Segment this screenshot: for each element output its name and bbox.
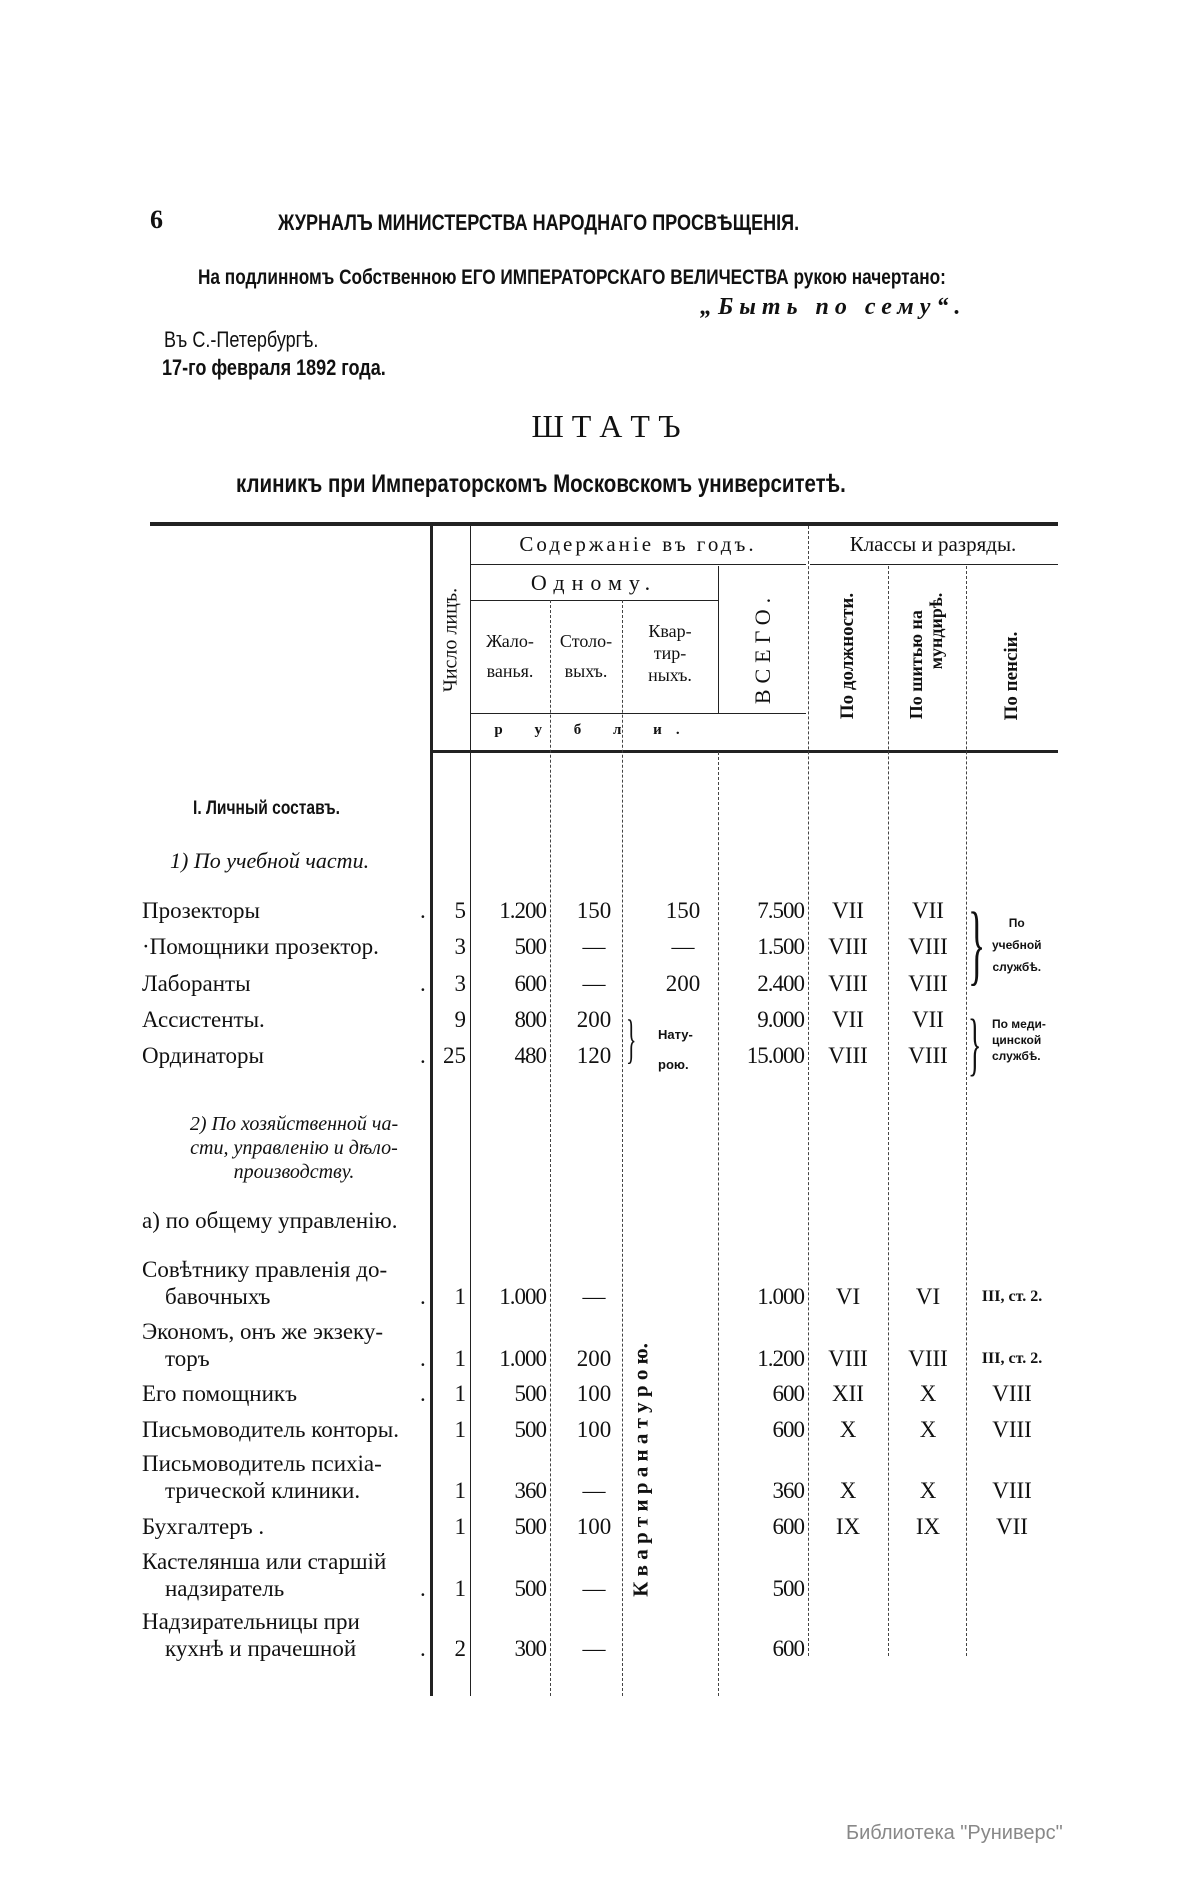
cell-by-uniform: X [919, 1417, 937, 1442]
cell-persons: 1 [454, 1576, 466, 1601]
note-line: службѣ. [992, 1049, 1041, 1063]
cell-table-money: — [582, 971, 606, 996]
leader-dot: . [420, 1381, 426, 1406]
pension-note [992, 912, 1042, 978]
cell-by-uniform: IX [915, 1514, 941, 1539]
row-label: Совѣтнику правленія до- [142, 1257, 388, 1282]
cell-housing: 200 [665, 971, 701, 996]
cell-by-pension: III, ст. 2. [981, 1350, 1043, 1367]
note-line: рою. [658, 1057, 689, 1072]
column-rule [550, 600, 551, 1696]
cell-total: 600 [772, 1514, 804, 1539]
header-upkeep: Содержаніе въ годъ. [519, 532, 757, 556]
header-housing-line: Квар- [648, 621, 692, 641]
cell-by-uniform: X [919, 1478, 937, 1503]
note-line: учебной [992, 938, 1042, 952]
cell-persons: 5 [454, 898, 466, 923]
cell-by-position: VIII [828, 971, 868, 996]
row-label: Письмоводитель психіа- [142, 1451, 382, 1476]
column-rule [718, 566, 719, 713]
rule [470, 713, 806, 714]
cell-by-pension: VII [996, 1514, 1028, 1539]
brace: } [968, 1006, 982, 1083]
header-salary [486, 626, 534, 686]
column-rule [470, 526, 471, 1696]
cell-table-money: 100 [576, 1381, 612, 1406]
cell-by-pension: VIII [992, 1417, 1032, 1442]
row-label: Бухгалтеръ . [142, 1514, 265, 1539]
cell-total: 600 [772, 1381, 804, 1406]
row-label: Его помощникъ [142, 1381, 297, 1406]
cell-by-uniform: VIII [908, 1346, 948, 1371]
row-label: Ассистенты. [142, 1007, 265, 1032]
cell-by-position: X [839, 1417, 857, 1442]
cell-table-money: 200 [576, 1346, 612, 1371]
leader-dot: . [420, 971, 426, 996]
document-title: Ш Т А Т Ъ [531, 408, 681, 444]
cell-by-uniform: VII [912, 898, 944, 923]
cell-by-position: VIII [828, 934, 868, 959]
row-label: трической клиники. [165, 1478, 361, 1503]
leader-dot: . [420, 1576, 426, 1601]
cell-by-pension: VIII [992, 1381, 1032, 1406]
row-label: ·Помощники прозектор. [142, 934, 379, 959]
header-total: ВСЕГО. [750, 591, 775, 705]
pension-note [992, 1016, 1046, 1064]
cell-table-money: 100 [576, 1514, 612, 1539]
cell-persons: 1 [454, 1346, 466, 1371]
cell-total: 15.000 [746, 1043, 804, 1068]
cell-by-pension: VIII [992, 1478, 1032, 1503]
header-housing [648, 620, 692, 686]
header-bottom-rule [430, 750, 1058, 753]
cell-table-money: 200 [576, 1007, 612, 1032]
header-by-pension: По пенсіи. [1001, 631, 1022, 721]
rule [470, 564, 806, 565]
housing-in-kind-vertical: К в а р т и р а н а т у р о ю. [628, 1343, 653, 1597]
cell-total: 600 [772, 1417, 804, 1442]
column-rule [888, 566, 889, 1656]
cell-total: 2.400 [757, 971, 804, 996]
note-line: По меди- [992, 1017, 1046, 1031]
cell-table-money: 100 [576, 1417, 612, 1442]
cell-by-uniform: VIII [908, 971, 948, 996]
header-table-money-line: Столо- [559, 631, 613, 651]
cell-salary: 300 [514, 1636, 546, 1661]
cell-by-position: VII [832, 898, 864, 923]
cell-total: 1.200 [757, 1346, 804, 1371]
cell-total: 9.000 [757, 1007, 804, 1032]
brace: } [626, 1009, 637, 1069]
cell-persons: 1 [454, 1478, 466, 1503]
cell-total: 1.000 [757, 1284, 804, 1309]
watermark: Библиотека "Руниверс" [846, 1822, 1063, 1844]
cell-by-position: XII [832, 1381, 864, 1406]
header-by-uniform-line: мундирѣ. [926, 592, 946, 670]
cell-persons: 9 [454, 1007, 466, 1032]
header-by-uniform [906, 593, 946, 719]
place: Въ С.-Петербургѣ. [164, 327, 319, 352]
subsection-heading [158, 1112, 430, 1184]
cell-table-money: — [582, 1284, 606, 1309]
cell-salary: 1.000 [499, 1284, 546, 1309]
cell-total: 1.500 [757, 934, 804, 959]
header-salary-line: ванья. [486, 661, 534, 681]
cell-by-uniform: VIII [908, 934, 948, 959]
row-label: бавочныхъ [165, 1284, 271, 1309]
cell-salary: 600 [514, 971, 546, 996]
cell-salary: 480 [514, 1043, 546, 1068]
cell-persons: 25 [443, 1043, 466, 1068]
column-rule [718, 752, 719, 1696]
cell-salary: 800 [514, 1007, 546, 1032]
cell-by-pension: III, ст. 2. [981, 1288, 1043, 1305]
note-line: По [1008, 916, 1025, 930]
header-table-money-line: выхъ. [564, 661, 608, 681]
cell-salary: 500 [514, 1381, 546, 1406]
subsection-heading: 1) По учебной части. [170, 848, 370, 873]
date: 17-го февраля 1892 года. [162, 355, 386, 380]
column-rule [966, 566, 967, 1656]
cell-salary: 500 [514, 1576, 546, 1601]
page-number: 6 [150, 205, 163, 234]
cell-by-position: VII [832, 1007, 864, 1032]
table-top-rule [150, 522, 1058, 526]
cell-by-uniform: VIII [908, 1043, 948, 1068]
header-housing-line: тир- [653, 643, 687, 663]
cell-table-money: 150 [576, 898, 612, 923]
cell-salary: 500 [514, 1514, 546, 1539]
cell-by-uniform: VII [912, 1007, 944, 1032]
header-by-position: По должности. [837, 592, 858, 720]
note-line: службѣ. [992, 960, 1042, 974]
brace: } [968, 895, 986, 994]
cell-by-position: IX [835, 1514, 861, 1539]
row-label: надзиратель [165, 1576, 285, 1601]
leader-dot: . [420, 898, 426, 923]
note-line: Нату- [658, 1027, 693, 1042]
rule [470, 600, 718, 601]
row-label: Кастелянша или старшій [142, 1549, 387, 1574]
subsection-line: сти, управленію и дѣло- [190, 1137, 398, 1159]
row-label: Ординаторы [142, 1043, 264, 1068]
housing-in-kind-note [658, 1020, 693, 1080]
cell-total: 7.500 [757, 898, 804, 923]
document-subtitle: клиникъ при Императорскомъ Московскомъ университетѣ. [236, 470, 846, 498]
cell-housing: 150 [665, 898, 701, 923]
imperial-note: На подлинномъ Собственною ЕГО ИМПЕРАТОРСКАГО ВЕЛИЧЕСТВА рукою начертано: [198, 266, 946, 289]
header-persons: Число лицъ. [439, 587, 462, 693]
note-line: цинской [992, 1033, 1042, 1047]
cell-salary: 500 [514, 934, 546, 959]
header-by-uniform-line: По шитью на [906, 610, 926, 720]
row-label: торъ [165, 1346, 210, 1371]
cell-salary: 360 [514, 1478, 546, 1503]
running-head: ЖУРНАЛЪ МИНИСТЕРСТВА НАРОДНАГО ПРОСВѢЩЕНІЯ. [278, 210, 800, 235]
leader-dot: . [420, 1636, 426, 1661]
subsection-line: 2) По хозяйственной ча- [189, 1113, 399, 1135]
column-rule [622, 600, 623, 1696]
row-label: Письмоводитель конторы. [142, 1417, 399, 1442]
header-salary-line: Жало- [486, 631, 534, 651]
cell-salary: 1.200 [499, 898, 546, 923]
cell-table-money: — [582, 1478, 606, 1503]
header-classes: Классы и разряды. [849, 532, 1017, 556]
header-per-person: Одному. [530, 570, 658, 595]
column-rule [430, 526, 433, 1696]
row-label: Прозекторы [142, 898, 260, 923]
cell-table-money: — [582, 934, 606, 959]
cell-total: 360 [772, 1478, 804, 1503]
cell-by-position: VI [835, 1284, 861, 1309]
rule [810, 564, 1058, 565]
cell-persons: 2 [454, 1636, 466, 1661]
leader-dot: . [420, 1346, 426, 1371]
leader-dot: . [420, 1284, 426, 1309]
cell-by-position: VIII [828, 1043, 868, 1068]
cell-total: 500 [772, 1576, 804, 1601]
column-rule [808, 526, 809, 1656]
header-table-money [560, 626, 612, 686]
cell-persons: 3 [454, 934, 466, 959]
cell-table-money: — [582, 1636, 606, 1661]
cell-salary: 500 [514, 1417, 546, 1442]
subsection-heading: а) по общему управленію. [142, 1208, 398, 1233]
cell-persons: 1 [454, 1284, 466, 1309]
cell-persons: 1 [454, 1417, 466, 1442]
leader-dot: . [420, 1043, 426, 1068]
row-label: Лаборанты [142, 971, 251, 996]
header-currency: р у б л и. [494, 722, 694, 738]
row-label: Надзирательницы при [142, 1609, 360, 1634]
cell-by-uniform: VI [915, 1284, 941, 1309]
cell-persons: 3 [454, 971, 466, 996]
cell-salary: 1.000 [499, 1346, 546, 1371]
cell-table-money: — [582, 1576, 606, 1601]
cell-table-money: 120 [576, 1043, 612, 1068]
section-heading: I. Личный составъ. [193, 798, 340, 819]
cell-persons: 1 [454, 1514, 466, 1539]
cell-by-uniform: X [919, 1381, 937, 1406]
row-label: кухнѣ и прачешной [165, 1636, 357, 1661]
header-housing-line: ныхъ. [648, 665, 692, 685]
cell-housing: — [671, 934, 695, 959]
cell-by-position: X [839, 1478, 857, 1503]
row-label: Экономъ, онъ же экзеку- [142, 1319, 384, 1344]
cell-persons: 1 [454, 1381, 466, 1406]
imperial-resolution: „Быть по сему“. [700, 294, 967, 320]
subsection-line: производству. [233, 1161, 355, 1183]
cell-by-position: VIII [828, 1346, 868, 1371]
cell-total: 600 [772, 1636, 804, 1661]
